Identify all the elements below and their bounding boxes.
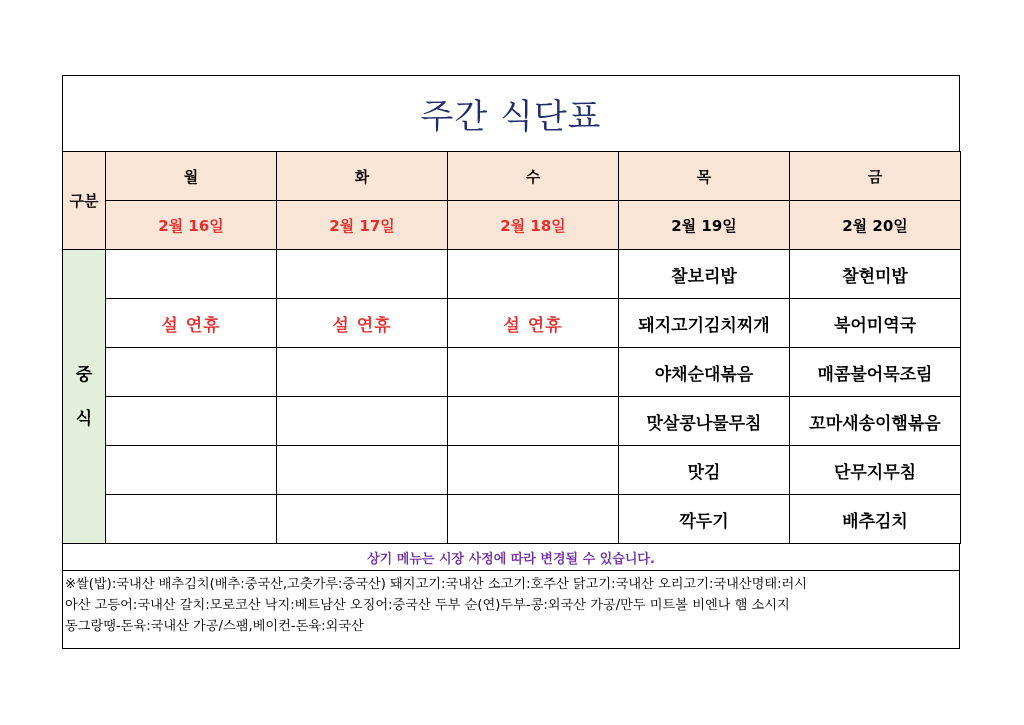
menu-cell: 맛살콩나물무침 [619,397,790,446]
menu-cell: 꼬마새송이햄볶음 [790,397,961,446]
menu-cell: 매콤불어묵조림 [790,348,961,397]
date-wed: 2월 18일 [448,201,619,250]
menu-sheet [62,75,960,649]
day-header-row [63,152,961,201]
day-wed: 수 [448,152,619,201]
menu-cell [106,446,277,495]
origin-line: ※쌀(밥):국내산 배추김치(배추:중국산,고춧가루:중국산) 돼지고기:국내산 소고기:호주산 닭고기:국내산 오리고기:국내산명태:러시 [65,577,808,592]
holiday-cell: 설 연휴 [106,299,277,348]
lunch-label-char: 식 [75,408,93,429]
day-tue: 화 [277,152,448,201]
menu-cell: 돼지고기김치찌개 [619,299,790,348]
menu-cell: 찰현미밥 [790,250,961,299]
menu-cell: 야채순대볶음 [619,348,790,397]
menu-cell: 찰보리밥 [619,250,790,299]
day-mon: 월 [106,152,277,201]
menu-cell [277,397,448,446]
menu-cell [448,397,619,446]
date-header-row [63,201,961,250]
holiday-cell: 설 연휴 [448,299,619,348]
date-thu: 2월 19일 [619,201,790,250]
lunch-label [63,250,106,544]
menu-cell [106,348,277,397]
day-fri: 금 [790,152,961,201]
menu-cell [106,397,277,446]
menu-cell [448,495,619,544]
menu-cell: 배추김치 [790,495,961,544]
menu-cell: 단무지무침 [790,446,961,495]
origin-line: 아산 고등어:국내산 갈치:모로코산 낙지:베트남산 오징어:중국산 두부 순(연)두부-콩:외국산 가공/만두 미트볼 비엔나 햄 소시지 [65,598,790,613]
origin-info [62,571,960,649]
change-notice: 상기 메뉴는 시장 사정에 따라 변경될 수 있습니다. [62,544,960,571]
date-tue: 2월 17일 [277,201,448,250]
menu-cell [277,495,448,544]
day-thu: 목 [619,152,790,201]
menu-cell [448,348,619,397]
menu-row [63,348,961,397]
lunch-label-char: 중 [75,364,93,385]
menu-row [63,446,961,495]
menu-cell [106,250,277,299]
menu-row [63,495,961,544]
menu-cell [277,446,448,495]
menu-cell: 북어미역국 [790,299,961,348]
menu-row [63,250,961,299]
menu-cell [448,446,619,495]
holiday-cell: 설 연휴 [277,299,448,348]
date-fri: 2월 20일 [790,201,961,250]
menu-row [63,397,961,446]
date-mon: 2월 16일 [106,201,277,250]
page-title: 주간 식단표 [62,75,960,151]
menu-cell [106,495,277,544]
origin-line: 동그랑땡-돈육:국내산 가공/스팸,베이컨-돈육:외국산 [65,619,364,634]
menu-cell [277,250,448,299]
section-label: 구분 [63,152,106,250]
menu-row [63,299,961,348]
menu-table [62,151,961,544]
menu-cell [448,250,619,299]
menu-cell: 깍두기 [619,495,790,544]
menu-cell: 맛김 [619,446,790,495]
menu-cell [277,348,448,397]
